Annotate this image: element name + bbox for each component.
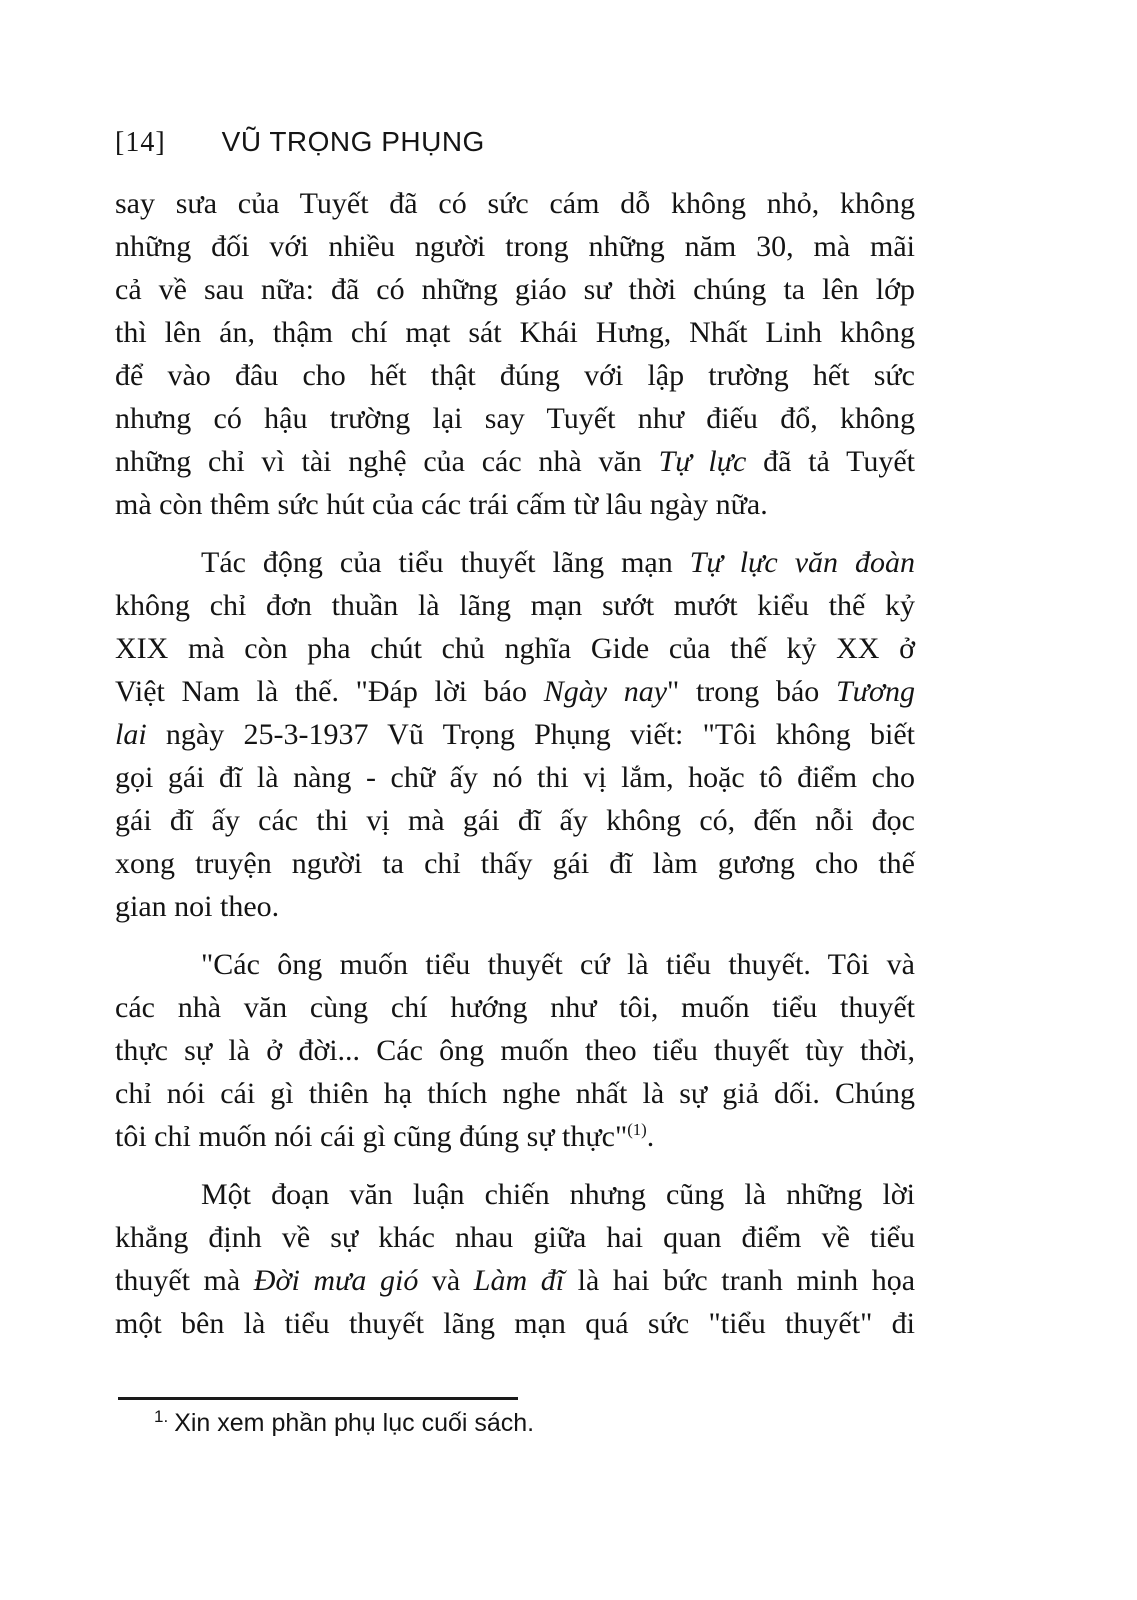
- text-line: [115, 1115, 915, 1158]
- running-title: VŨ TRỌNG PHỤNG: [221, 126, 485, 157]
- text-run: Tự lực: [658, 445, 747, 478]
- footnote-marker: 1.: [154, 1407, 169, 1426]
- text-run: Một đoạn văn luận chiến nhưng cũng là những lời: [201, 1178, 915, 1211]
- paragraph: [115, 1173, 915, 1345]
- text-run: khẳng định về sự khác nhau giữa hai quan điểm về tiểu: [115, 1221, 915, 1254]
- text-line: [115, 756, 915, 799]
- text-run: thì lên án, thậm chí mạt sát Khái Hưng, Nhất Linh không: [115, 316, 915, 349]
- text-run: "Các ông muốn tiểu thuyết cứ là tiểu thuyết. Tôi và: [201, 948, 915, 981]
- text-line: [115, 627, 915, 670]
- text-line: [115, 842, 915, 885]
- text-line: [115, 986, 915, 1029]
- text-run: những chỉ vì tài nghệ của các nhà văn: [115, 445, 659, 478]
- footnote-rule: [118, 1397, 518, 1400]
- text-line: [115, 713, 915, 756]
- text-run: gọi gái đĩ là nàng - chữ ấy nó thi vị lắm, hoặc tô điểm cho: [115, 761, 915, 794]
- text-run: gái đĩ ấy các thi vị mà gái đĩ ấy không có, đến nỗi đọc: [115, 804, 915, 837]
- text-run: những đối với nhiều người trong những năm 30, mà mãi: [115, 230, 915, 263]
- text-run: Tương: [835, 675, 916, 708]
- text-run: đã tả Tuyết: [746, 445, 915, 478]
- text-run: nhưng có hậu trường lại say Tuyết như điếu đổ, không: [115, 402, 915, 435]
- page-header: [115, 126, 485, 159]
- text-run: để vào đâu cho hết thật đúng với lập trường hết sức: [115, 359, 915, 392]
- text-run: gian noi theo.: [115, 890, 280, 923]
- text-run: các nhà văn cùng chí hướng như tôi, muốn tiểu thuyết: [115, 991, 915, 1024]
- text-line: [115, 1302, 915, 1345]
- text-run: cả về sau nữa: đã có những giáo sư thời chúng ta lên lớp: [115, 273, 915, 306]
- text-line: [115, 670, 915, 713]
- text-line: [115, 1259, 915, 1302]
- text-line: [115, 440, 915, 483]
- text-run: Ngày nay: [543, 675, 668, 708]
- text-line: [115, 943, 915, 986]
- text-run: ngày 25-3-1937 Vũ Trọng Phụng viết: "Tôi không biết: [146, 718, 915, 751]
- text-line: [115, 1072, 915, 1115]
- body-text: [115, 182, 915, 1345]
- text-line: [115, 1173, 915, 1216]
- text-line: [115, 885, 915, 928]
- text-run: Việt Nam là thế. "Đáp lời báo: [115, 675, 544, 708]
- text-line: [115, 584, 915, 627]
- text-run: Đời mưa gió: [253, 1264, 419, 1297]
- footnote: [118, 1397, 534, 1438]
- text-run: Làm đĩ: [473, 1264, 565, 1297]
- text-run: mà còn thêm sức hút của các trái cấm từ lâu ngày nữa.: [115, 488, 768, 521]
- text-run: tôi chỉ muốn nói cái gì cũng đúng sự thực": [115, 1120, 628, 1153]
- text-line: [115, 483, 915, 526]
- text-run: lai: [115, 718, 147, 751]
- text-run: xong truyện người ta chỉ thấy gái đĩ làm gương cho thế: [115, 847, 915, 880]
- text-line: [115, 268, 915, 311]
- paragraph: [115, 943, 915, 1158]
- text-line: [115, 225, 915, 268]
- text-run: thực sự là ở đời... Các ông muốn theo tiểu thuyết tùy thời,: [115, 1034, 915, 1067]
- text-run: chỉ nói cái gì thiên hạ thích nghe nhất là sự giả dối. Chúng: [115, 1077, 915, 1110]
- text-run: " trong báo: [667, 675, 836, 708]
- text-line: [115, 541, 915, 584]
- text-run: Tự lực văn đoàn: [689, 546, 916, 579]
- text-line: [115, 799, 915, 842]
- text-line: [115, 354, 915, 397]
- text-run: là hai bức tranh minh họa: [564, 1264, 916, 1297]
- page-number: [14]: [115, 127, 166, 158]
- text-run: không chỉ đơn thuần là lãng mạn sướt mướt kiểu thế kỷ: [115, 589, 915, 622]
- text-line: [115, 182, 915, 225]
- text-line: [115, 311, 915, 354]
- text-line: [115, 1029, 915, 1072]
- text-run: say sưa của Tuyết đã có sức cám dỗ không nhỏ, không: [115, 187, 915, 220]
- text-run: .: [646, 1120, 655, 1153]
- text-line: [115, 397, 915, 440]
- paragraph: [115, 182, 915, 526]
- footnote-reference: (1): [627, 1120, 647, 1139]
- footnote-text: Xin xem phần phụ lục cuối sách.: [174, 1409, 535, 1437]
- text-run: Tác động của tiểu thuyết lãng mạn: [201, 546, 690, 579]
- text-run: XIX mà còn pha chút chủ nghĩa Gide của thế kỷ XX ở: [115, 632, 915, 665]
- paragraph: [115, 541, 915, 928]
- text-run: thuyết mà: [115, 1264, 254, 1297]
- text-run: và: [418, 1264, 474, 1297]
- text-run: một bên là tiểu thuyết lãng mạn quá sức "tiểu thuyết" đi: [115, 1307, 915, 1340]
- footnote-text-line: [118, 1409, 534, 1438]
- text-line: [115, 1216, 915, 1259]
